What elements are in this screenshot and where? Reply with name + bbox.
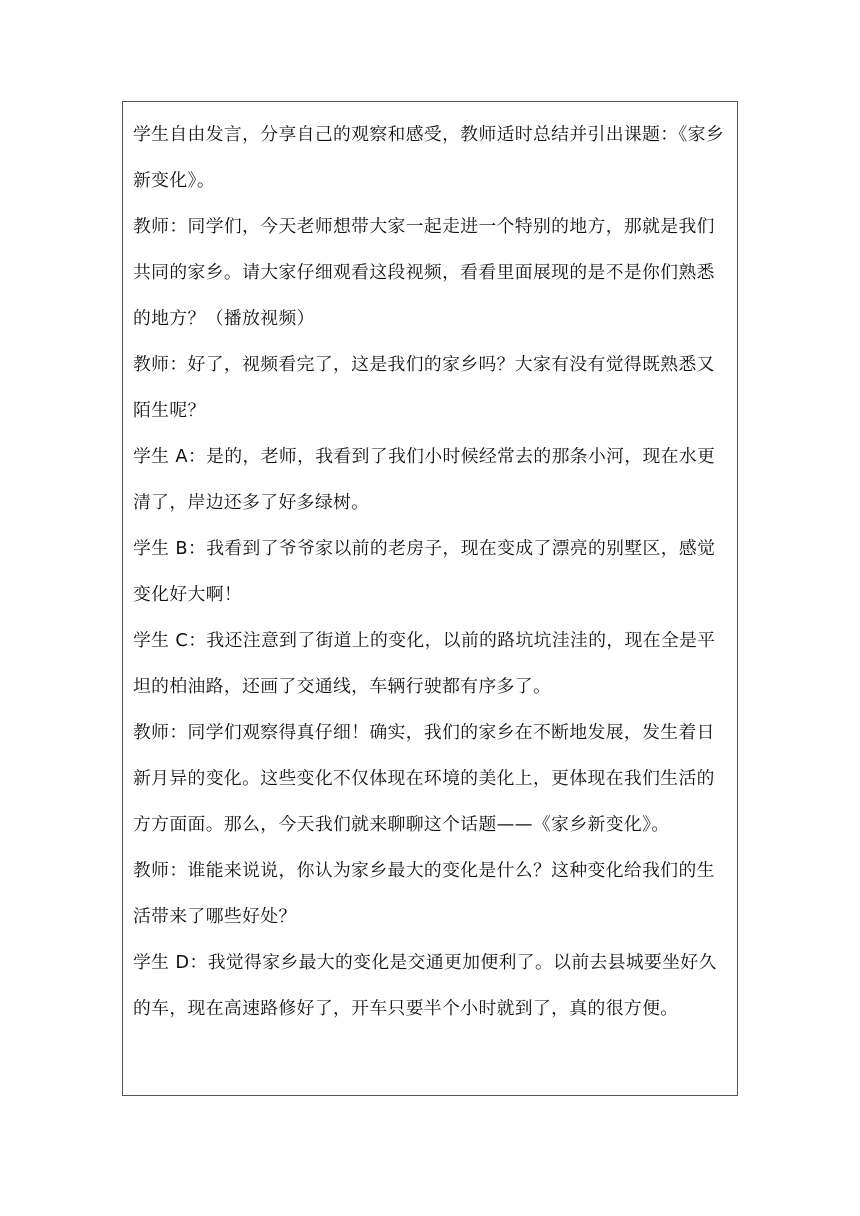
paragraph-student-a: 学生 A：是的，老师，我看到了我们小时候经常去的那条小河，现在水更清了，岸边还多了好多绿树。 [133,446,716,513]
paragraph-student-d: 学生 D：我觉得家乡最大的变化是交通更加便利了。以前去县城要坐好久的车，现在高速路修好了，开车只要半个小时就到了，真的很方便。 [133,952,717,1019]
lesson-dialogue-box [122,101,738,1096]
paragraph-student-b: 学生 B：我看到了爷爷家以前的老房子，现在变成了漂亮的别墅区，感觉变化好大啊！ [133,538,716,605]
paragraph-teacher-summary: 教师：同学们观察得真仔细！确实，我们的家乡在不断地发展，发生着日新月异的变化。这些变化不仅体现在环境的美化上，更体现在我们生活的方方面面。那么，今天我们就来聊聊这个话题——《家乡新变化》。 [133,722,715,835]
paragraph-intro: 学生自由发言，分享自己的观察和感受，教师适时总结并引出课题：《家乡新变化》。 [133,124,725,191]
paragraph-teacher-discussion: 教师：谁能来说说，你认为家乡最大的变化是什么？这种变化给我们的生活带来了哪些好处？ [133,860,715,927]
paragraph-teacher-question: 教师：好了，视频看完了，这是我们的家乡吗？大家有没有觉得既熟悉又陌生呢？ [133,354,715,421]
paragraph-teacher-video: 教师：同学们，今天老师想带大家一起走进一个特别的地方，那就是我们共同的家乡。请大家仔细观看这段视频，看看里面展现的是不是你们熟悉的地方？（播放视频） [133,216,715,329]
paragraph-student-c: 学生 C：我还注意到了街道上的变化，以前的路坑坑洼洼的，现在全是平坦的柏油路，还画了交通线，车辆行驶都有序多了。 [133,630,716,697]
